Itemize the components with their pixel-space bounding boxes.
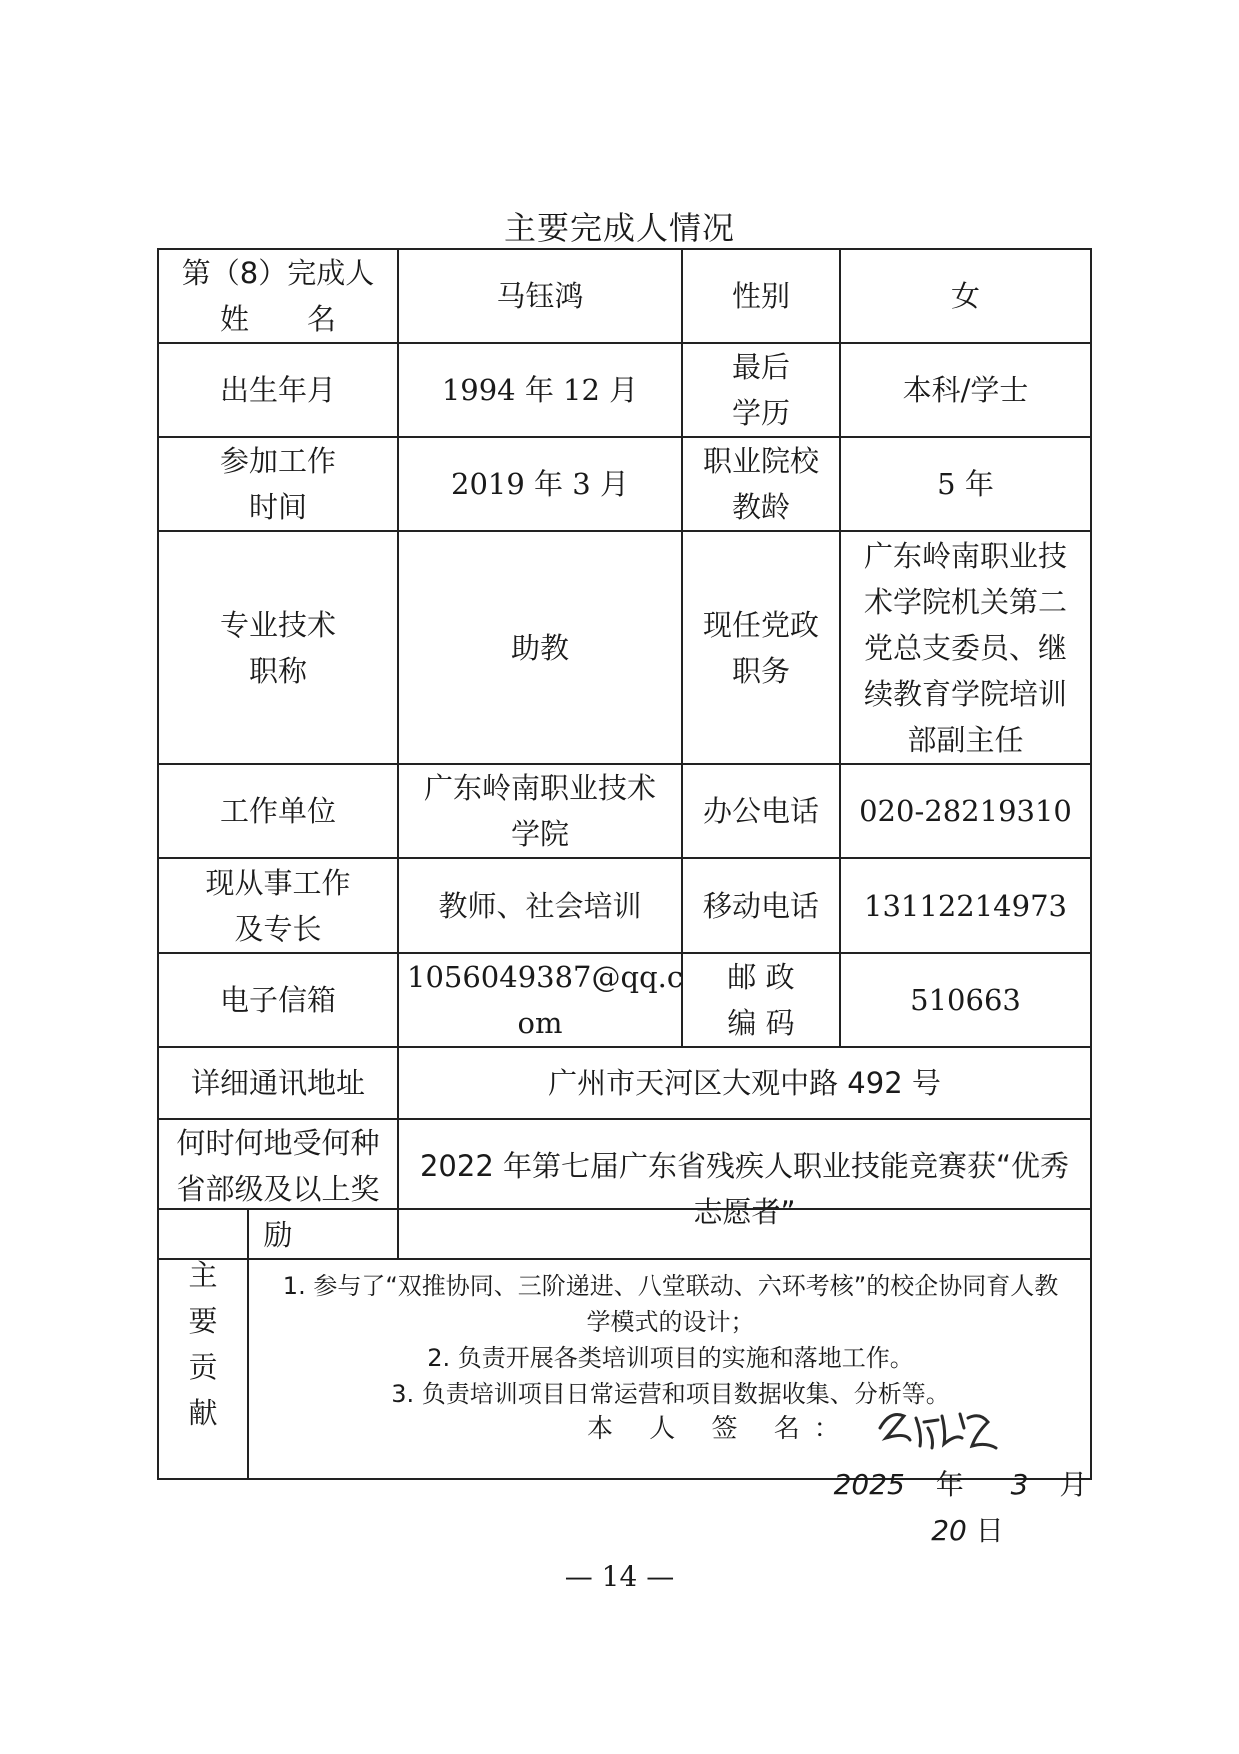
label-text: 参加工作 bbox=[219, 444, 336, 478]
email-label: 电子信箱 bbox=[158, 953, 398, 1047]
contribution-line: 1. 参与了“双推协同、三阶递进、八堂联动、六环考核”的校企协同育人教 bbox=[282, 1272, 1059, 1300]
label-text: 职务 bbox=[731, 653, 790, 688]
label-text: 职业院校 bbox=[702, 444, 819, 478]
table-row bbox=[158, 437, 1091, 531]
label-text: 现任党政 bbox=[702, 607, 819, 642]
teaching-years-label bbox=[682, 437, 840, 531]
value-line: 部副主任 bbox=[907, 722, 1024, 757]
label-text: 姓 名 bbox=[219, 302, 336, 336]
contribution-text bbox=[263, 1268, 1078, 1412]
table-row bbox=[158, 531, 1091, 764]
contribution-table bbox=[157, 1208, 1092, 1547]
table-row bbox=[158, 953, 1091, 1047]
page-number: — 14 — bbox=[564, 1560, 675, 1593]
label-char: 献 bbox=[188, 1396, 218, 1430]
label-text: 何时何地受何种 bbox=[176, 1126, 380, 1160]
label-text: 职称 bbox=[248, 653, 307, 688]
value-line: 广东岭南职业技 bbox=[863, 538, 1067, 573]
date-day: 20 bbox=[931, 1514, 967, 1547]
label-text: 教龄 bbox=[731, 490, 790, 524]
label-text: 省部级及以上奖励 bbox=[176, 1172, 380, 1252]
address-label: 详细通讯地址 bbox=[158, 1047, 398, 1119]
gender-value: 女 bbox=[840, 249, 1091, 343]
signature-label: 本 人 签 名： bbox=[587, 1414, 854, 1444]
table-row bbox=[158, 1047, 1091, 1119]
value-line: om bbox=[517, 1006, 563, 1040]
education-value: 本科/学士 bbox=[840, 343, 1091, 437]
value-line: 党总支委员、继 bbox=[863, 630, 1067, 665]
value-line: 广东岭南职业技术 bbox=[423, 771, 656, 805]
contribution-content bbox=[248, 1209, 1091, 1547]
award-value: 2022 年第七届广东省残疾人职业技能竞赛获“优秀志愿者” bbox=[398, 1119, 1091, 1259]
label-text: 最后 bbox=[731, 350, 790, 384]
cell-label bbox=[158, 249, 398, 343]
address-value: 广州市天河区大观中路 492 号 bbox=[398, 1047, 1091, 1119]
value-line: 学院 bbox=[510, 817, 569, 851]
value-line: 术学院机关第二 bbox=[863, 584, 1067, 619]
page-title: 主要完成人情况 bbox=[503, 209, 735, 247]
office-phone-value: 020-28219310 bbox=[840, 764, 1091, 858]
contribution-line: 3. 负责培训项目日常运营和项目数据收集、分析等。 bbox=[391, 1380, 950, 1408]
label-text: 时间 bbox=[248, 490, 307, 524]
date-year: 2025 bbox=[833, 1468, 905, 1501]
label-char: 贡 bbox=[188, 1350, 218, 1384]
mobile-label: 移动电话 bbox=[682, 858, 840, 953]
office-phone-label: 办公电话 bbox=[682, 764, 840, 858]
mobile-value: 13112214973 bbox=[840, 858, 1091, 953]
signature-date bbox=[831, 1462, 1090, 1554]
table-row bbox=[158, 764, 1091, 858]
label-text: 第（8）完成人 bbox=[181, 256, 375, 290]
table-row bbox=[158, 1209, 1091, 1479]
professional-title-label bbox=[158, 531, 398, 764]
employer-label: 工作单位 bbox=[158, 764, 398, 858]
value-line: 续教育学院培训 bbox=[863, 676, 1067, 711]
birth-value: 1994 年 12 月 bbox=[398, 343, 682, 437]
date-day-unit: 日 bbox=[975, 1514, 1004, 1547]
date-year-unit: 年 bbox=[935, 1468, 964, 1501]
label-text: 邮 政 bbox=[727, 960, 795, 994]
table-row bbox=[158, 343, 1091, 437]
contribution-label bbox=[158, 1209, 248, 1479]
postcode-label bbox=[682, 953, 840, 1047]
table-row bbox=[158, 858, 1091, 953]
name-value: 马钰鸿 bbox=[398, 249, 682, 343]
label-text: 及专长 bbox=[234, 911, 322, 946]
postcode-value: 510663 bbox=[840, 953, 1091, 1047]
current-work-value: 教师、社会培训 bbox=[398, 858, 682, 953]
contribution-line: 2. 负责开展各类培训项目的实施和落地工作。 bbox=[427, 1344, 914, 1372]
date-month-unit: 月 bbox=[1059, 1468, 1088, 1501]
professional-title-value: 助教 bbox=[398, 531, 682, 764]
label-text: 现从事工作 bbox=[205, 865, 351, 900]
current-work-label bbox=[158, 858, 398, 953]
label-text: 学历 bbox=[731, 396, 790, 430]
table-row bbox=[158, 249, 1091, 343]
contribution-line: 学模式的设计； bbox=[586, 1308, 755, 1336]
personnel-info-table bbox=[157, 248, 1092, 1260]
date-month: 3 bbox=[1010, 1468, 1029, 1501]
handwritten-signature bbox=[876, 1398, 1006, 1458]
email-value bbox=[398, 953, 682, 1047]
label-char: 主 bbox=[188, 1258, 218, 1292]
value-line: 1056049387@qq.c bbox=[407, 960, 684, 994]
birth-label: 出生年月 bbox=[158, 343, 398, 437]
party-position-value bbox=[840, 531, 1091, 764]
label-char: 要 bbox=[188, 1304, 218, 1338]
party-position-label bbox=[682, 531, 840, 764]
work-start-label bbox=[158, 437, 398, 531]
gender-label: 性别 bbox=[682, 249, 840, 343]
teaching-years-value: 5 年 bbox=[840, 437, 1091, 531]
education-label bbox=[682, 343, 840, 437]
work-start-value: 2019 年 3 月 bbox=[398, 437, 682, 531]
label-text: 编 码 bbox=[727, 1006, 795, 1040]
employer-value bbox=[398, 764, 682, 858]
label-text: 专业技术 bbox=[219, 607, 336, 642]
